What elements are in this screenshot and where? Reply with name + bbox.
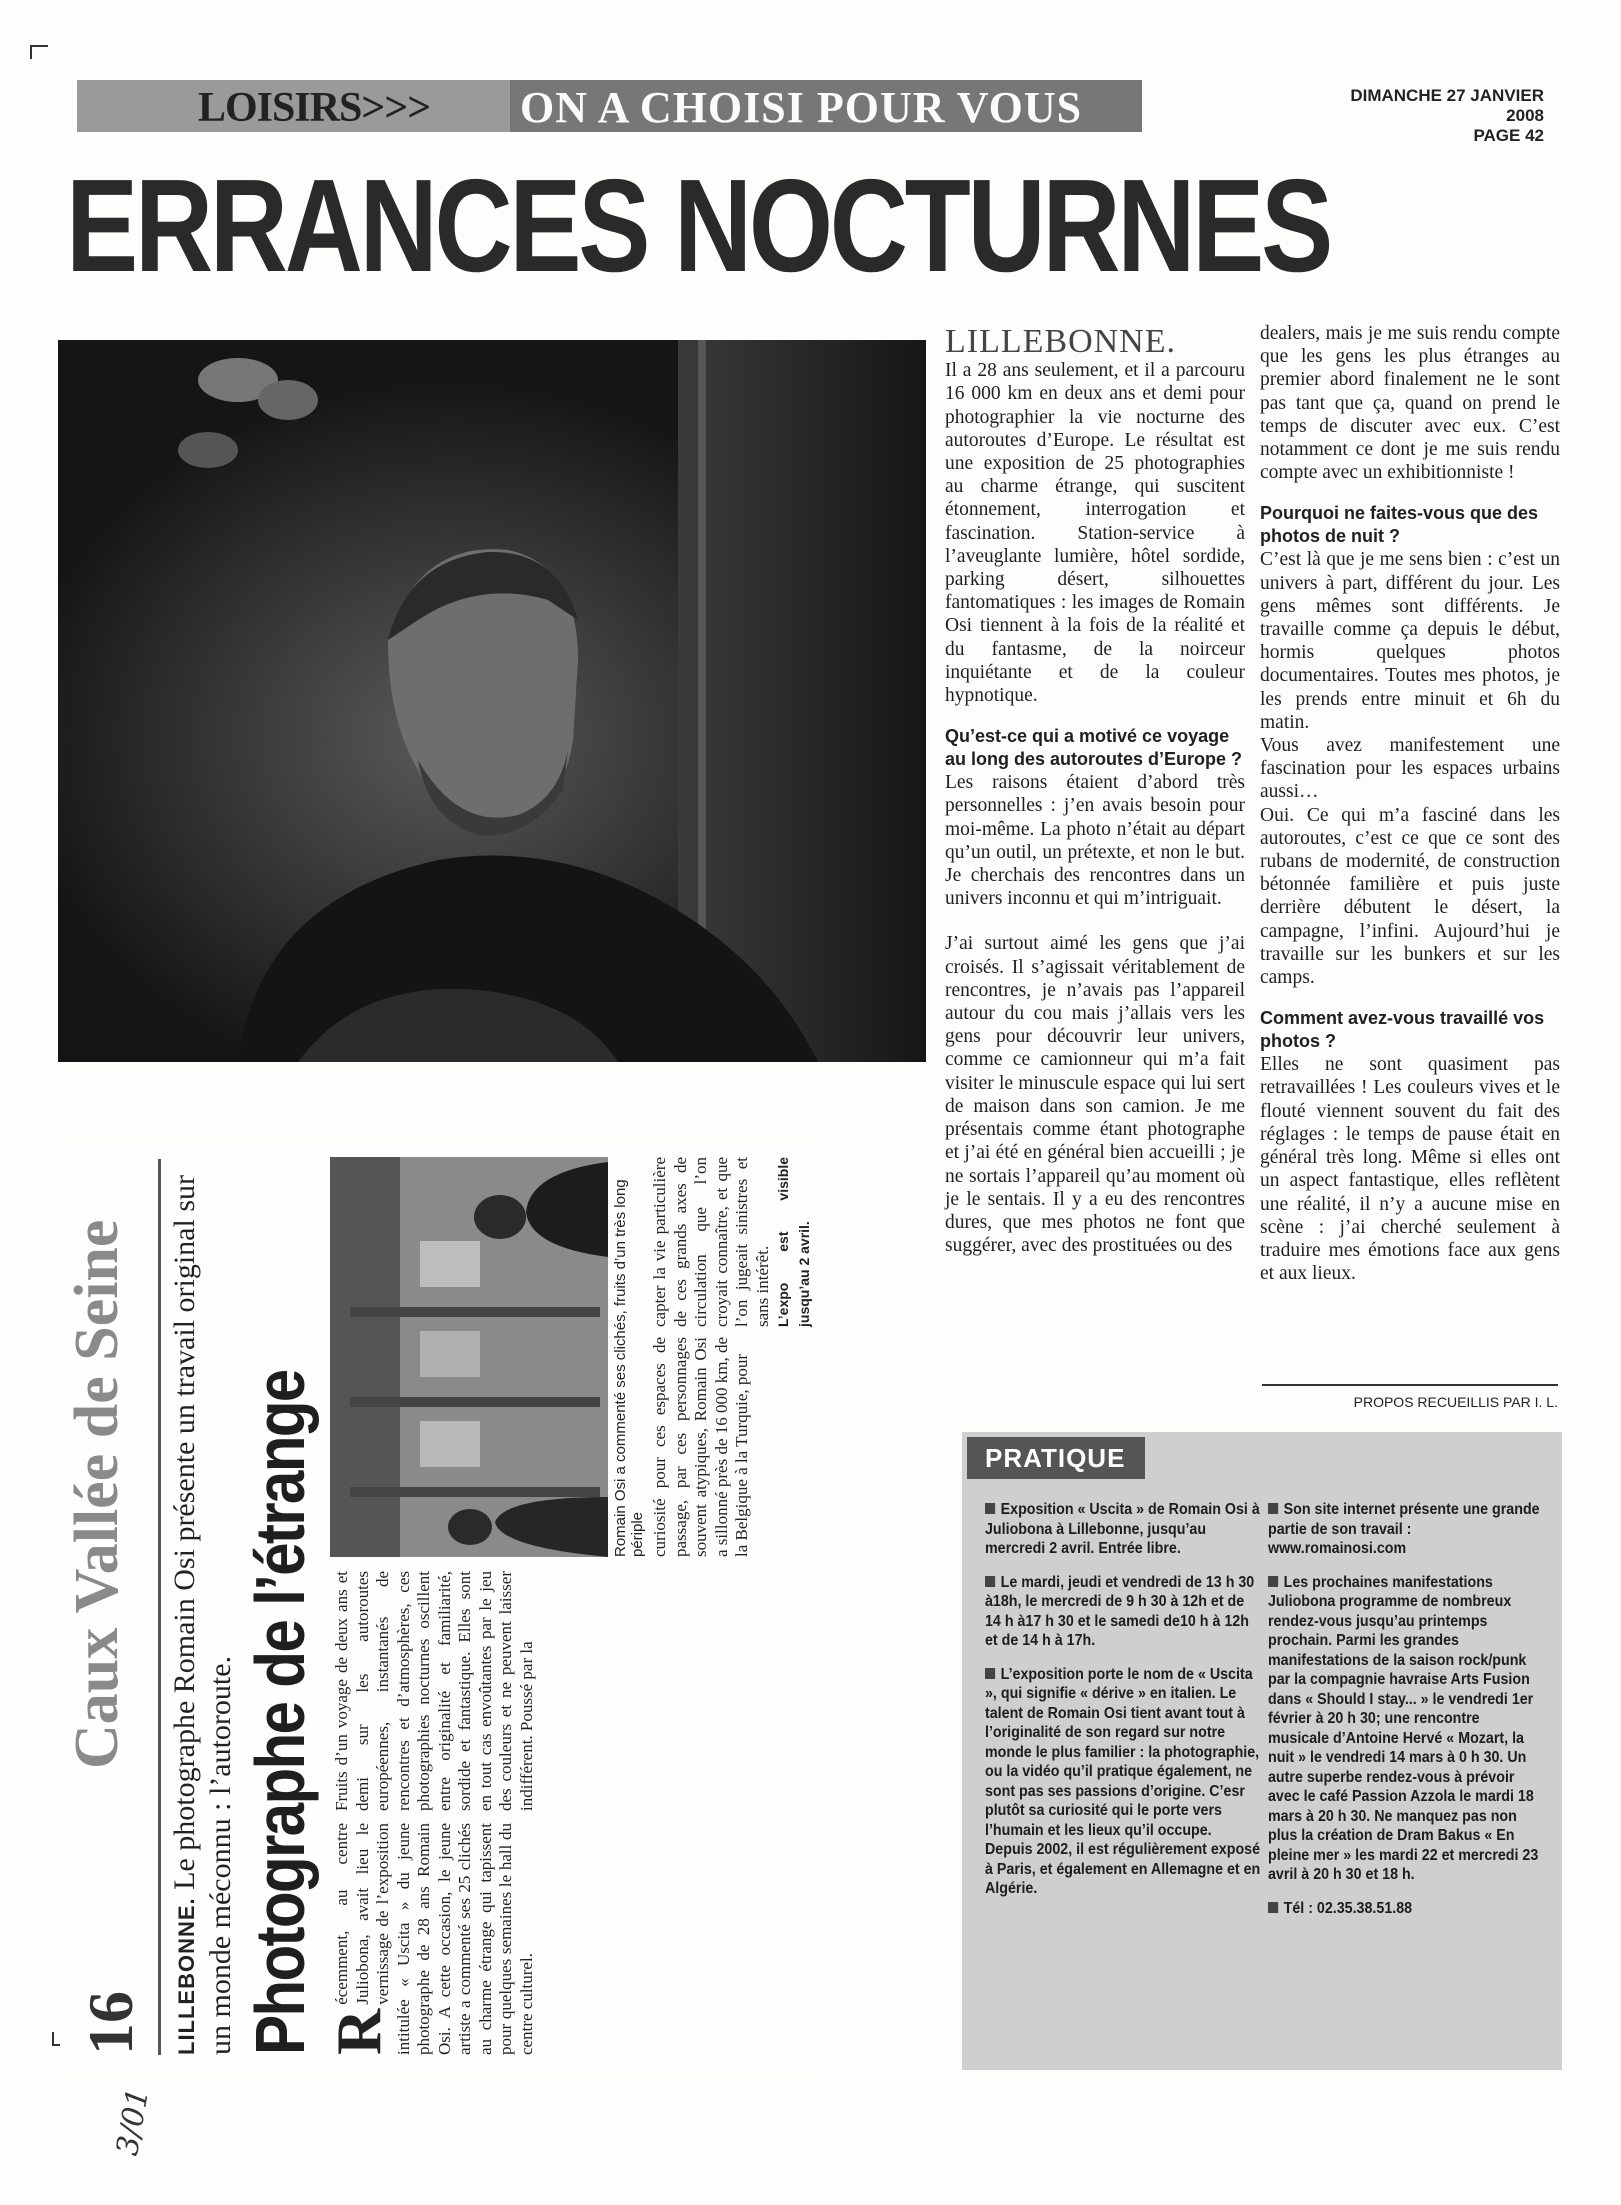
headline: ERRANCES NOCTURNES: [66, 152, 1331, 299]
crop-mark-top-left: [30, 45, 48, 59]
clipping-column-2: Fruits d’un voyage de deux ans et demi sur les autoroutes européennes, instantanés de rencontres et d’atmosphères, ces photographies nocturnes oscillent entre originalité et familiarité, sordide et fantastique. Elles sont en tout cas envoûtantes par le jeu des couleurs et ne peuvent laisser indifférent. Poussé par la: [332, 1571, 536, 1811]
pratique-column-2: [1268, 1500, 1544, 1932]
clipping-column-4-text: capter la vie particulière de ces grands axes de circulation que l’on croyait connaître, et que l’on jugeait sinistres et sans intérêt.: [650, 1157, 772, 1327]
clipping-region: Caux Vallée de Seine: [63, 1219, 131, 1769]
page-number: PAGE 42: [1473, 126, 1544, 145]
pratique-title: PRATIQUE: [967, 1437, 1145, 1479]
pratique-item: Le mardi, jeudi et vendredi de 13 h 30 à18h, le mercredi de 9 h 30 à 12h et de 14 h à17 h 30 et le samedi de10 h à 12h et de 14 h à 17h.: [985, 1573, 1255, 1649]
question-2: Pourquoi ne faites-vous que des photos de nuit ?: [1260, 503, 1539, 547]
question-1: Qu’est-ce qui a motivé ce voyage au long des autoroutes d’Europe ?: [945, 726, 1243, 770]
bullet-square-icon: [1268, 1576, 1278, 1587]
clipping-column-3: curiosité pour ces espaces de passage, par ces personnages souvent atypiques, Romain Osi a sillonné près de 16 000 km, de la Belgique à la Turquie, pour: [650, 1336, 751, 1557]
question-3: Vous avez manifestement une fascination pour les espaces urbains aussi…: [1260, 735, 1560, 803]
answer-4: Elles ne sont quasiment pas retravaillées ! Les couleurs vives et le flouté viennent souvent du fait des réglages : le temps de pause était en général très long. Même si elles ont un aspect fantastique, elles reflètent une réalité, il n’y a aucune mise en scène : j’ai cherché seulement à traduire mes émotions face aux gens et aux lieux.: [1260, 1054, 1560, 1285]
clipping-caption: Romain Osi a commenté ses clichés, fruits d’un très long périple: [612, 1179, 646, 1557]
clipping-dek-place: LILLEBONNE.: [174, 1897, 199, 2055]
article-column-1: [945, 323, 1245, 1257]
pratique-item: Son site internet présente une grande partie de son travail : www.romainosi.com: [1268, 1501, 1540, 1557]
portrait-photo-image: [58, 340, 926, 1062]
clipping-column-1: [323, 1823, 537, 2055]
clipping-dropcap: R: [323, 2008, 394, 2055]
bullet-square-icon: [1268, 1902, 1278, 1913]
pratique-item: Tél : 02.35.38.51.88: [1268, 1899, 1544, 1919]
clipping-note: L’expo est visible jusqu’au 2 avril.: [775, 1157, 812, 1327]
clipping-dek: [168, 1165, 238, 2055]
article-place: LILLEBONNE.: [945, 323, 1177, 360]
bullet-square-icon: [985, 1503, 995, 1514]
article-column-2: [1260, 322, 1560, 1285]
clipping-column-4: [650, 1157, 814, 1327]
clipping-rule: [158, 1159, 161, 2055]
clipping: [60, 1145, 830, 2069]
clipping-photo-image: [330, 1157, 608, 1557]
pratique-item: Juliobona programme de nombreux rendez-vous jusqu’au printemps prochain. Parmi les grandes manifestations de la saison rock/punk par la compagnie havraise Arts Fusion dans « Should I stay... » le vendredi 1er février à 20 h 30; une rencontre musicale d’Antoine Hervé « Mozart, la nuit » le vendredi 14 mars à 0 h 30. Un autre superbe rendez-vous à prévoir avec le café Passion Azzola le mardi 18 mars à 20 h 30. Ne manquez pas non plus la création de Dram Bakus « En pleine mer » les mardi 22 et mercredi 23 avril à 20 h 30 et 18 h.: [1268, 1593, 1539, 1883]
dateline: [1318, 86, 1544, 146]
clipping-headline: Photographe de l’étrange: [241, 1370, 319, 2055]
handwritten-note: 3/01: [110, 2085, 157, 2159]
answer-1: Les raisons étaient d’abord très personnelles : j’en avais besoin pour moi-même. La photo n’était au départ qu’un outil, un prétexte, et non le but. Je cherchais des rencontres dans un univers inconnu et qui m’intriguait.: [945, 772, 1245, 910]
pratique-item: L’exposition porte le nom de « Uscita », qui signifie « dérive » en italien. Le talent de Romain Osi tient avant tout à l’originalité de son regard sur notre monde le plus familier : la photographie, ou la vidéo qu’il pratique également, ne sont pas ses passions d’origine. C’esr plutôt sa curiosité qui le porte vers l’humain et les lieux qu’il occupe. Depuis 2002, il est régulièrement exposé à Paris, et également en Allemagne et en Algérie.: [985, 1665, 1261, 1897]
section-title: ON A CHOISI POUR VOUS: [520, 83, 1083, 132]
pratique-column-1: [985, 1500, 1261, 1913]
bullet-square-icon: [985, 1576, 995, 1587]
pratique-item: Les prochaines manifestations: [1268, 1573, 1544, 1593]
question-4: Comment avez-vous travaillé vos photos ?: [1260, 1008, 1545, 1052]
answer-1-end: dealers, mais je me suis rendu compte que les gens les plus étranges au premier abord finalement ne le sont pas tant que ça, quand on prend le temps de discuter avec eux. C’est notamment ce dont je me suis rendu compte avec un exhibitionniste !: [1260, 323, 1560, 484]
clipping-rotated: [60, 1145, 830, 2069]
bullet-square-icon: [1268, 1503, 1278, 1514]
answer-1-continued: J’ai surtout aimé les gens que j’ai croisés. Il s’agissait véritablement de rencontres, je n’avais pas l’appareil autour du cou mais j’allais vers les gens pour découvrir leur univers, comme ce camionneur qui m’a fait visiter le minuscule espace qui lui sert de maison dans son camion. Je me présentais comme étant photographe et j’ai été en général bien accueilli ; je ne sortais l’appareil qu’au moment où je le sentais. Il y a eu des rencontres dures, que mes photos ne font que suggérer, avec des prostituées ou des: [945, 933, 1245, 1257]
answer-3: Oui. Ce qui m’a fasciné dans les autoroutes, c’est ce que ce sont des rubans de modernité, de construction bétonnée familière et puis juste derrière débutent le désert, la campagne, l’infini. Aujourd’hui je travaille sur les bunkers et sur les camps.: [1260, 804, 1560, 989]
bullet-square-icon: [985, 1668, 995, 1679]
issue-date: DIMANCHE 27 JANVIER 2008: [1350, 86, 1544, 125]
answer-2: C’est là que je me sens bien : c’est un univers à part, différent du jour. Les gens mêmes sont différents. Je travaille comme ça depuis le début, hormis quelques photos documentaires. Toutes mes photos, je les prends entre minuit et 6h du matin.: [1260, 549, 1560, 733]
clipping-dek-text: Le photographe Romain Osi présente un travail original sur un monde méconnu : l’autoroute.: [168, 1175, 237, 2055]
portrait-photo: [58, 340, 926, 1062]
clipping-page-number: 16: [75, 1991, 146, 2055]
pratique-item: Exposition « Uscita » de Romain Osi à Juliobona à Lillebonne, jusqu’au mercredi 2 avril. Entrée libre.: [985, 1501, 1260, 1557]
clipping-photo: [330, 1157, 608, 1557]
section-label: LOISIRS>>>: [198, 85, 431, 131]
interview-credit: PROPOS RECUEILLIS PAR I. L.: [1262, 1384, 1558, 1410]
clipping-column-1-text: écemment, au centre Juliobona, avait lieu le vernissage de l’exposition intitulée « Uscita » du jeune photographe de 28 ans Romain Osi. A cette occasion, le jeune artiste a commenté ses 25 clichés au charme étrange qui tapissent pour quelques semaines le hall du centre culturel.: [332, 1823, 536, 2055]
article-intro: Il a 28 ans seulement, et il a parcouru 16 000 km en deux ans et demi pour photographier la vie nocturne des autoroutes d’Europe. Le résultat est une exposition de 25 photographies au charme étrange, qui suscitent étonnement, interrogation et fascination. Station-service à l’aveuglante lumière, hôtel sordide, parking désert, silhouettes fantomatiques : les images de Romain Osi tiennent à la fois de la réalité et du fantasme, de la noirceur inquiétante et de la couleur hypnotique.: [945, 360, 1245, 707]
